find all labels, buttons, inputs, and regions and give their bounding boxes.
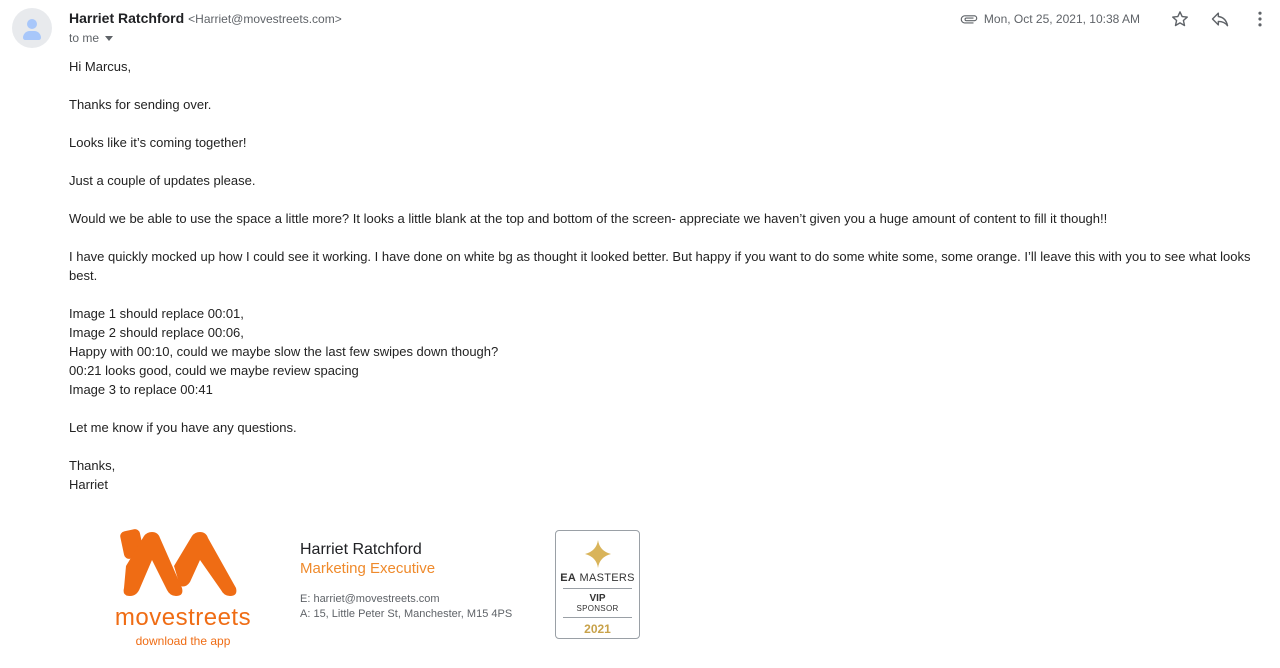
divider — [563, 588, 632, 589]
badge-title: EA MASTERS — [560, 572, 635, 584]
signature-role: Marketing Executive — [300, 560, 436, 577]
paperclip-icon — [960, 10, 978, 28]
signoff-text: Thanks, — [69, 458, 116, 473]
update-list — [69, 304, 1259, 399]
signature-name: Harriet Ratchford — [300, 541, 422, 558]
signoff-name: Harriet — [69, 477, 109, 492]
paragraph: Just a couple of updates please. — [69, 173, 256, 188]
movestreets-logo[interactable] — [100, 526, 270, 656]
badge-vip: VIP — [589, 593, 606, 604]
caret-down-icon — [105, 36, 113, 41]
recipient-label: to me — [69, 31, 100, 45]
signoff — [69, 456, 1259, 494]
message-meta — [960, 6, 1280, 32]
greeting: Hi Marcus, — [69, 59, 132, 74]
message-body — [69, 57, 1259, 513]
sender-line — [69, 10, 342, 28]
sparkle-icon — [584, 539, 612, 569]
brand-tagline: download the app — [135, 634, 231, 648]
badge-sponsor: SPONSOR — [576, 604, 619, 613]
brand-name: movestreets — [114, 604, 252, 631]
paragraph: Let me know if you have any questions. — [69, 420, 297, 435]
recipient-dropdown[interactable] — [69, 31, 113, 45]
paragraph: Looks like it’s coming together! — [69, 135, 247, 150]
list-item: Happy with 00:10, could we maybe slow the last few swipes down though? — [69, 344, 499, 359]
message-date: Mon, Oct 25, 2021, 10:38 AM — [983, 12, 1140, 26]
list-item: Image 2 should replace 00:06, — [69, 325, 244, 340]
badge-year: 2021 — [584, 622, 611, 636]
paragraph: Thanks for sending over. — [69, 97, 212, 112]
sender-name[interactable]: Harriet Ratchford — [69, 10, 185, 26]
paragraph: I have quickly mocked up how I could see it working. I have done on white bg as thought it looked better. But happy if you want to do some white some, some orange. I’ll leave this with you to see what looks best. — [69, 249, 1251, 283]
signature-email[interactable]: E: harriet@movestreets.com — [300, 593, 440, 605]
divider — [563, 617, 632, 618]
avatar[interactable] — [12, 8, 52, 48]
paragraph: Would we be able to use the space a little more? It looks a little blank at the top and bottom of the screen- appreciate we haven’t given you a huge amount of content to fill it though!! — [69, 211, 1108, 226]
more-vertical-icon[interactable] — [1240, 6, 1280, 32]
star-outline-icon[interactable] — [1160, 6, 1200, 32]
ea-masters-badge — [555, 530, 640, 639]
signature-address: A: 15, Little Peter St, Manchester, M15 4PS — [300, 608, 513, 620]
sender-email: <Harriet@movestreets.com> — [188, 12, 342, 26]
list-item: 00:21 looks good, could we maybe review spacing — [69, 363, 359, 378]
list-item: Image 3 to replace 00:41 — [69, 382, 213, 397]
list-item: Image 1 should replace 00:01, — [69, 306, 244, 321]
reply-icon[interactable] — [1200, 6, 1240, 32]
logo-mark-icon — [100, 526, 266, 604]
